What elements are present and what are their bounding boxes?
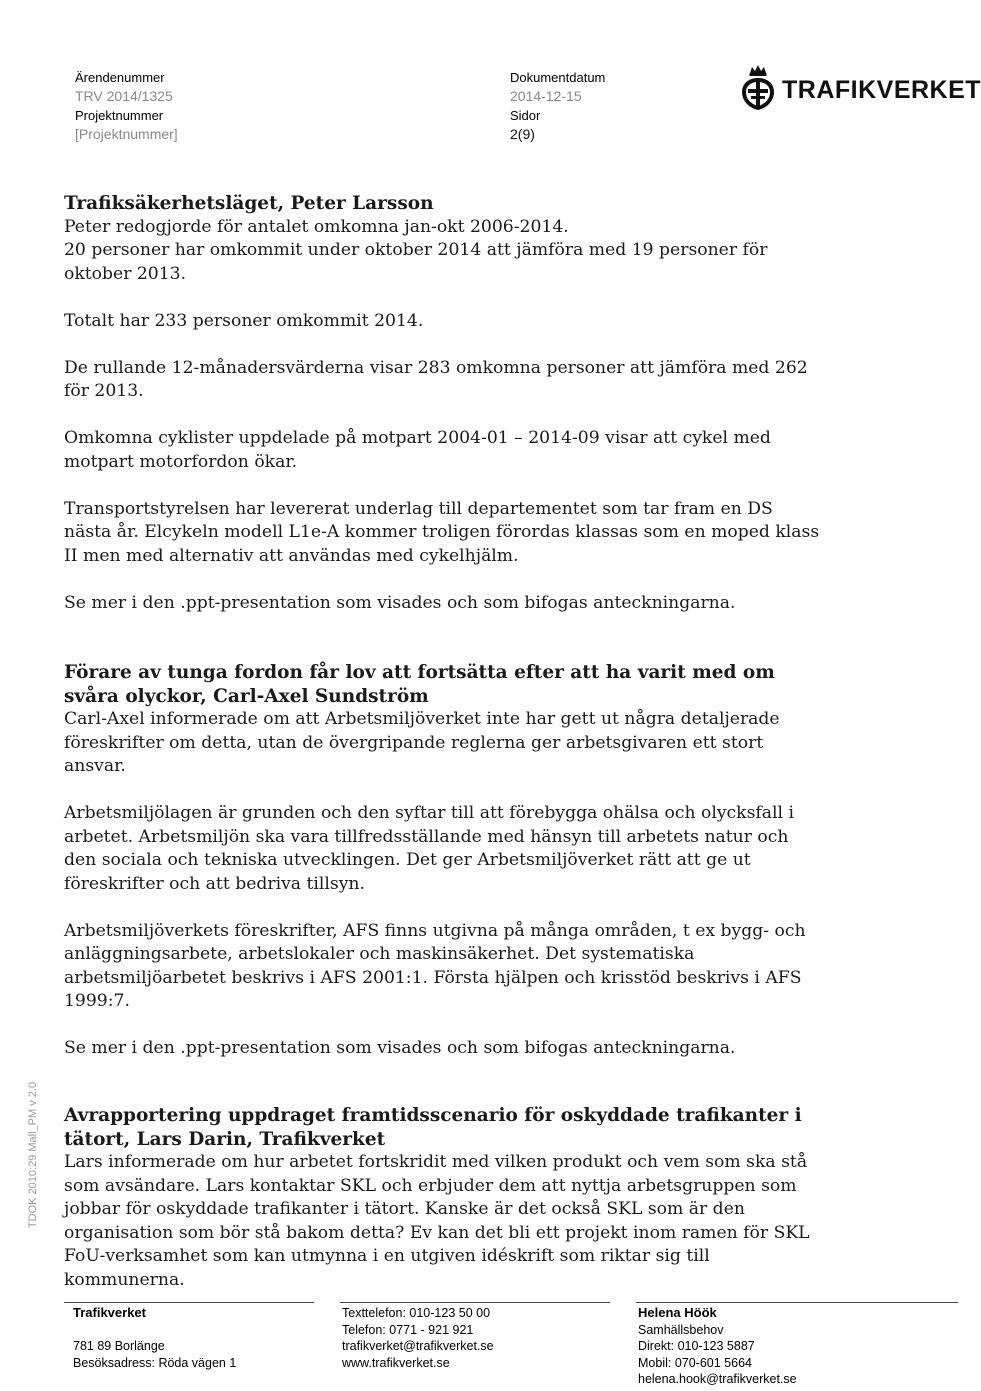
- footer-person-email[interactable]: helena.hook@trafikverket.se: [638, 1372, 797, 1386]
- paragraph: Totalt har 233 personer omkommit 2014.: [64, 310, 424, 331]
- footer-email[interactable]: trafikverket@trafikverket.se: [342, 1339, 494, 1353]
- footer-person: [638, 1305, 797, 1388]
- paragraph: Se mer i den .ppt-presentation som visades och som bifogas anteckningarna.: [64, 1038, 736, 1058]
- footer-rule-right: [636, 1302, 958, 1303]
- section-trafiksakerhet: [64, 192, 824, 639]
- sidor-label: Sidor: [510, 108, 541, 123]
- footer-texttel: Texttelefon: 010-123 50 00: [342, 1306, 491, 1320]
- footer-unit: Samhällsbehov: [638, 1322, 724, 1337]
- paragraph: Omkomna cyklister uppdelade på motpart 2004-01 – 2014-09 visar att cykel med motpart motorfordon ökar.: [64, 428, 771, 472]
- paragraph: Peter redogjorde för antalet omkomna jan-okt 2006-2014.: [64, 216, 569, 237]
- logo-text: TRAFIKVERKET: [782, 76, 981, 104]
- footer-postal: 781 89 Borlänge: [73, 1339, 165, 1353]
- footer-rule-left: [64, 1302, 314, 1303]
- crown-emblem-icon: [738, 64, 778, 112]
- trafikverket-logo: [738, 64, 981, 112]
- paragraph: Arbetsmiljölagen är grunden och den syftar till att förebygga ohälsa och olycksfall i arbetet. Arbetsmiljön ska vara tillfredsställande med hänsyn till arbetets natur och den sociala och tekniska utvecklingen. Det ger Arbetsmiljöverket rätt att ge ut föreskrifter och att bedriva tillsyn.: [64, 803, 794, 894]
- arende-label: Ärendenummer: [75, 70, 165, 85]
- footer-visit: Besöksadress: Röda vägen 1: [73, 1355, 237, 1370]
- sidor-value: 2(9): [510, 126, 535, 142]
- section-tunga-fordon: [64, 661, 824, 1084]
- paragraph: Se mer i den .ppt-presentation som visades och som bifogas anteckningarna.: [64, 592, 736, 613]
- paragraph: Arbetsmiljöverkets föreskrifter, AFS finns utgivna på många områden, t ex bygg- och anläggningsarbete, arbetslokaler och maskinsäkerhet. Det systematiska arbetsmiljöarbetet beskrivs i AFS 2001:1. Första hjälpen och krisstöd beskrivs i AFS 1999:7.: [64, 920, 806, 1011]
- footer-direct: Direkt: 010-123 5887: [638, 1339, 755, 1353]
- datum-value: 2014-12-15: [510, 88, 582, 104]
- paragraph: Transportstyrelsen har levererat underlag till departementet som tar fram en DS nästa år. Elcykeln modell L1e-A kommer troligen förordas klassas som en moped klass II men med alternativ att användas med cykelhjälm.: [64, 498, 820, 566]
- header-meta-right: [510, 68, 605, 144]
- footer-web[interactable]: www.trafikverket.se: [342, 1355, 450, 1370]
- section-2-heading: Förare av tunga fordon får lov att fortsätta efter att ha varit med om svåra olyckor, Carl-Axel Sundström: [64, 662, 775, 707]
- paragraph: De rullande 12-månadersvärderna visar 283 omkomna personer att jämföra med 262 för 2013.: [64, 357, 808, 401]
- section-3-heading: Avrapportering uppdraget framtidsscenario för oskyddade trafikanter i tätort, Lars Darin, Trafikverket: [64, 1105, 802, 1150]
- datum-label: Dokumentdatum: [510, 70, 606, 85]
- section-avrapportering: [64, 1104, 824, 1316]
- footer-mobile: Mobil: 070-601 5664: [638, 1355, 752, 1370]
- footer-person-name: Helena Höök: [638, 1305, 717, 1320]
- footer-contact: [342, 1305, 494, 1371]
- arende-value: TRV 2014/1325: [75, 88, 173, 104]
- footer-rule-middle: [340, 1302, 610, 1303]
- projekt-value: [Projektnummer]: [75, 126, 178, 142]
- paragraph: 20 personer har omkommit under oktober 2014 att jämföra med 19 personer för oktober 2013.: [64, 240, 768, 284]
- template-version-text: TDOK 2010:29 Mall_PM v 2.0: [27, 1081, 39, 1229]
- header-meta-left: [75, 68, 178, 144]
- paragraph: Lars informerade om hur arbetet fortskridit med vilken produkt och vem som ska stå som avsändare. Lars kontaktar SKL och erbjuder dem att nyttja arbetsgruppen som jobbar för oskyddade trafikanter i tätort. Kanske är det också SKL som är den organisation som bör stå bakom detta? Ev kan det bli ett projekt inom ramen för SKL FoU-verksamhet som kan utmynna i en utgiven idéskrift som riktar sig till kommunerna.: [64, 1152, 810, 1290]
- footer-address: [73, 1305, 236, 1371]
- paragraph: Carl-Axel informerade om att Arbetsmiljöverket inte har gett ut några detaljerade föreskrifter om detta, utan de övergripande reglerna ger arbetsgivaren ett stort ansvar.: [64, 709, 780, 776]
- footer-tel: Telefon: 0771 - 921 921: [342, 1322, 474, 1337]
- projekt-label: Projektnummer: [75, 108, 164, 123]
- section-1-heading: Trafiksäkerhetsläget, Peter Larsson: [64, 193, 434, 214]
- footer-org: Trafikverket: [73, 1305, 146, 1320]
